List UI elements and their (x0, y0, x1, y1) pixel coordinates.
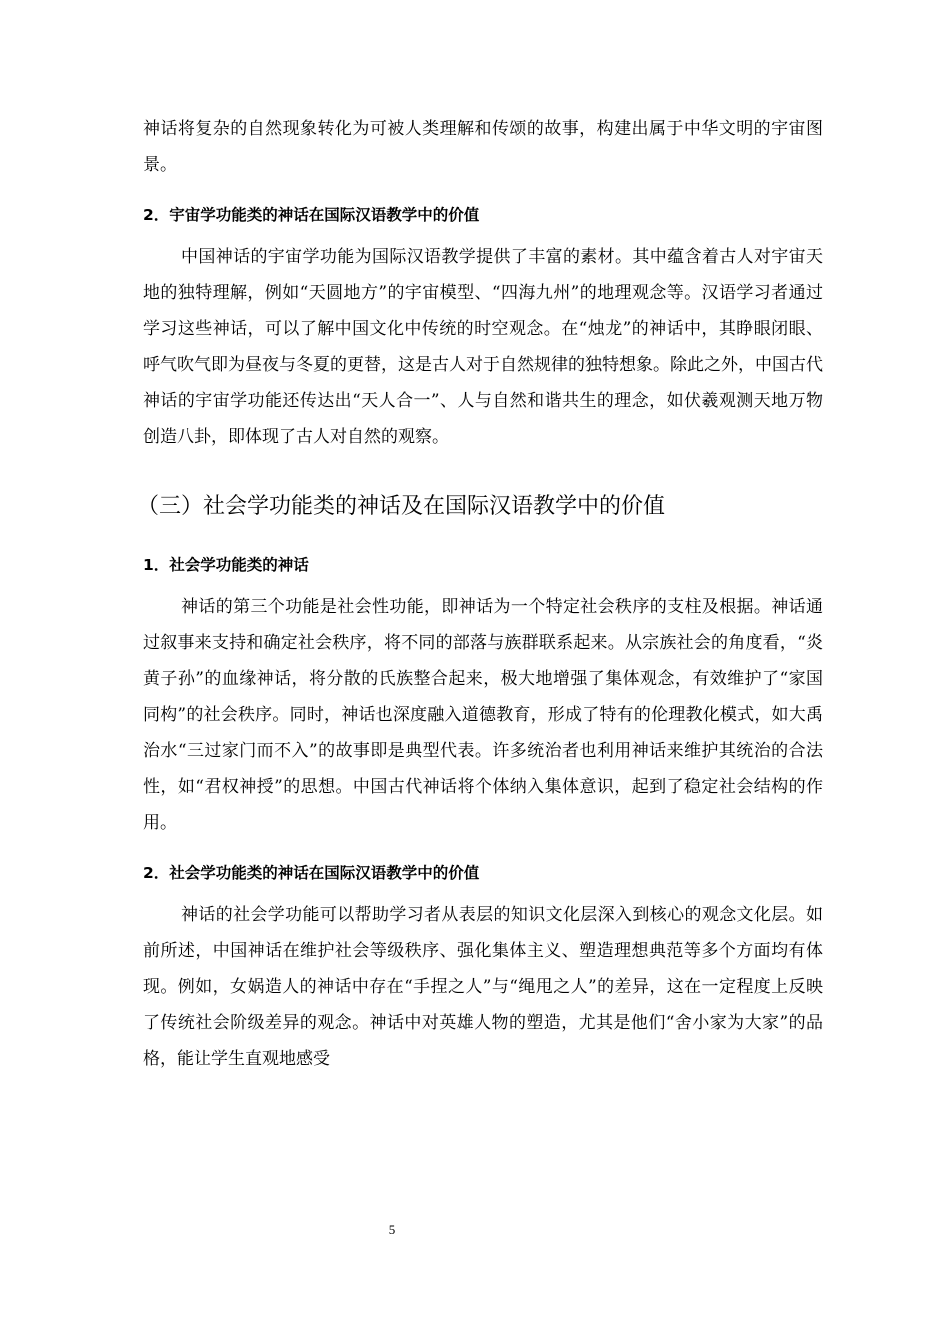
spacer (143, 183, 823, 197)
section-title-sociology: （三）社会学功能类的神话及在国际汉语教学中的价值 (137, 494, 666, 519)
paragraph-sociology-myths: 神话的第三个功能是社会性功能，即神话为一个特定社会秩序的支柱及根据。神话通过叙事来支持和确定社会秩序，将不同的部落与族群联系起来。从宗族社会的角度看，“炎黄子孙”的血缘神话，将分散的氏族整合起来，极大地增强了集体观念，有效维护了“家国同构”的社会秩序。同时，神话也深度融入道德教育，形成了特有的伦理教化模式，如大禹治水“三过家门而不入”的故事即是典型代表。许多统治者也利用神话来维护其统治的合法性，如“君权神授”的思想。中国古代神话将个体纳入集体意识，起到了稳定社会结构的作用。 (143, 597, 823, 833)
spacer (143, 455, 823, 489)
page-number: 5 (388, 1222, 396, 1237)
spacer (143, 841, 823, 855)
subheading-sociology-value: 2．社会学功能类的神话在国际汉语教学中的价值 (143, 864, 480, 882)
paragraph-continued: 神话将复杂的自然现象转化为可被人类理解和传颂的故事，构建出属于中华文明的宇宙图景。 (143, 119, 823, 175)
subheading-sociology-myths: 1．社会学功能类的神话 (143, 556, 309, 574)
paragraph-cosmology-value: 中国神话的宇宙学功能为国际汉语教学提供了丰富的素材。其中蕴含着古人对宇宙天地的独特理解，例如“天圆地方”的宇宙模型、“四海九州”的地理观念等。汉语学习者通过学习这些神话，可以了解中国文化中传统的时空观念。在“烛龙”的神话中，其睁眼闭眼、呼气吹气即为昼夜与冬夏的更替，这是古人对于自然规律的独特想象。除此之外，中国古代神话的宇宙学功能还传达出“天人合一”、人与自然和谐共生的理念，如伏羲观测天地万物创造八卦，即体现了古人对自然的观察。 (143, 247, 823, 447)
spacer (143, 525, 823, 547)
subheading-cosmology-value: 2．宇宙学功能类的神话在国际汉语教学中的价值 (143, 206, 480, 224)
paragraph-sociology-value: 神话的社会学功能可以帮助学习者从表层的知识文化层深入到核心的观念文化层。如前所述，中国神话在维护社会等级秩序、强化集体主义、塑造理想典范等多个方面均有体现。例如，女娲造人的神话中存在“手捏之人”与“绳甩之人”的差异，这在一定程度上反映了传统社会阶级差异的观念。神话中对英雄人物的塑造，尤其是他们“舍小家为大家”的品格，能让学生直观地感受 (143, 905, 823, 1069)
page-content (137, 111, 823, 1077)
